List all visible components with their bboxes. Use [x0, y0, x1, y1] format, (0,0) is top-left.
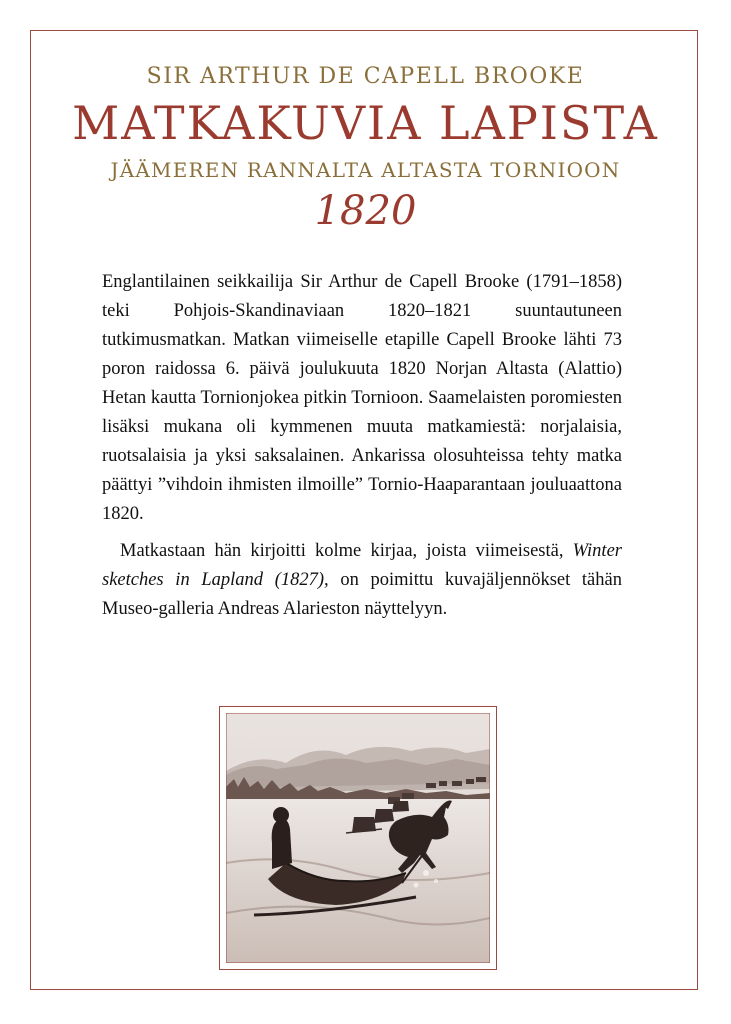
book-title: Winter sketches in Lapland (1827), [102, 541, 622, 590]
paragraph-books-end: on poimittu kuvajäljennökset tähän Museo-galleria Andreas Alarieston näyttelyyn. [102, 570, 622, 619]
paragraph-intro: Englantilainen seikkailija Sir Arthur de Capell Brooke (1791–1858) teki Pohjois-Skandinaviaan 1820–1821 suuntautuneen tutkimusmatkan. Matkan viimeiselle etapille Capell Brooke lähti 73 poron raidossa 6. päivä joulukuuta 1820 Norjan Altasta (Alattio) Hetan kautta Tornionjokea pitkin Tornioon. Saamelaisten poromiesten lisäksi mukana oli kymmenen muuta matkamiestä: norjalaisia, ruotsalaisia ja yksi saksalainen. Ankarissa olosuhteissa tehty matka päättyi ”vihdoin ihmisten ilmoille” Tornio-Haaparantaan jouluaattona 1820. [102, 272, 622, 524]
page-subtitle: JÄÄMEREN RANNALTA ALTASTA TORNIOON [110, 158, 621, 182]
sledge-illustration [226, 713, 490, 963]
author-name: SIR ARTHUR DE CAPELL BROOKE [146, 64, 585, 89]
page-title: MATKAKUVIA LAPISTA [72, 96, 659, 150]
year-label: 1820 [314, 188, 417, 234]
body-text [102, 268, 622, 624]
paragraph-books-start: Matkastaan hän kirjoitti kolme kirjaa, joista viimeisestä, [120, 541, 573, 561]
paragraph-books [102, 537, 622, 624]
illustration-frame [219, 706, 497, 970]
